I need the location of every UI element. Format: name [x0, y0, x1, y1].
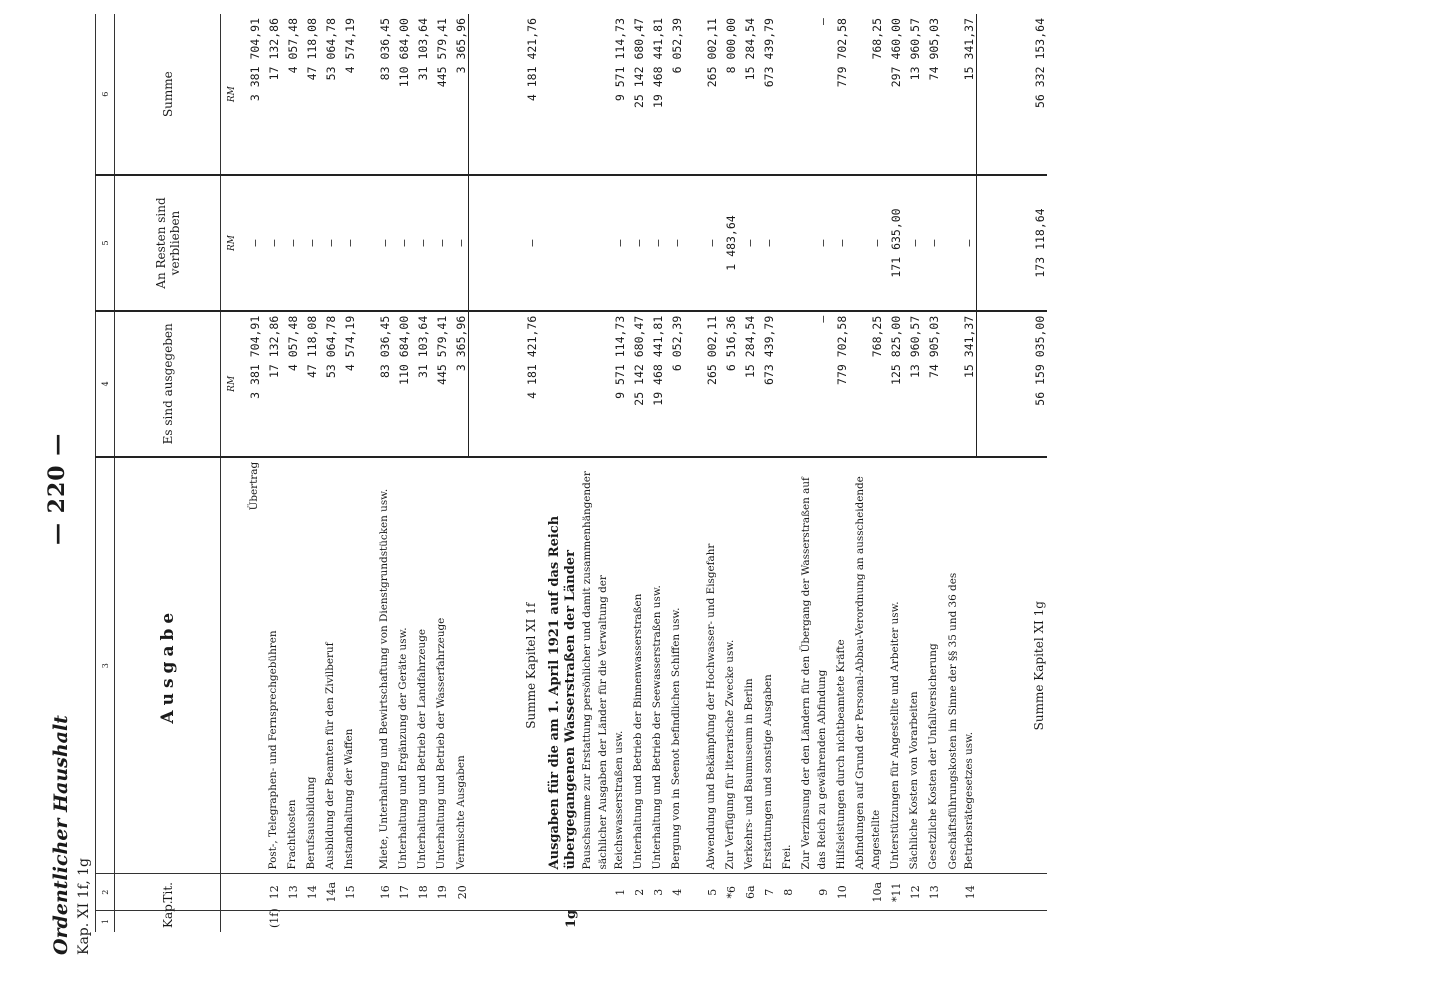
reste-value: —	[684, 175, 719, 310]
summe-value: 47 118,08	[300, 14, 319, 175]
kap-cell	[941, 911, 977, 932]
tit-cell: 7	[757, 874, 776, 911]
reste-value: —	[430, 175, 449, 310]
summe-value: 768,25	[849, 14, 884, 175]
ausgabe-description: Vermischte Ausgaben	[449, 457, 469, 874]
reste-value: —	[319, 175, 338, 310]
kap-cell	[392, 911, 411, 932]
tit-cell: 2	[627, 874, 646, 911]
reste-value: —	[646, 175, 665, 310]
ausgabe-description: Unterhaltung und Betrieb der Binnenwasserstraßen	[627, 457, 646, 874]
ausgegeben-value: 673 439,79	[757, 311, 776, 457]
table-row	[941, 14, 977, 932]
table-row	[392, 14, 411, 932]
column-number: 3	[96, 457, 115, 874]
ausgegeben-value: 31 103,64	[411, 311, 430, 457]
table-row	[665, 14, 684, 932]
kap-cell	[300, 911, 319, 932]
kap-cell	[849, 911, 884, 932]
table-row	[430, 14, 449, 932]
sum-label: Summe Kapitel XI 1f	[469, 457, 540, 874]
summe-value: 779 702,58	[830, 14, 849, 175]
reste-value: —	[579, 175, 627, 310]
ausgegeben-value: 4 057,48	[281, 311, 300, 457]
sum-row	[977, 14, 1048, 932]
reste-value: —	[281, 175, 300, 310]
ausgegeben-value: 9 571 114,73	[579, 311, 627, 457]
ausgabe-description: Abwendung und Bekämpfung der Hochwasser- und Eisgefahr	[684, 457, 719, 874]
kap-cell	[357, 911, 392, 932]
tit-cell: 14a	[319, 874, 338, 911]
reste-value: —	[411, 175, 430, 310]
ausgabe-description: Unterhaltung und Betrieb der Wasserfahrzeuge	[430, 457, 449, 874]
ausgegeben-value: 6 516,36	[719, 311, 738, 457]
table-row	[849, 14, 884, 932]
tit-cell: 4	[665, 874, 684, 911]
reste-value	[776, 175, 795, 310]
tit-cell: 13	[281, 874, 300, 911]
sum-reste: —	[469, 175, 540, 310]
tit-cell: 12	[262, 874, 281, 911]
table-row	[830, 14, 849, 932]
ausgegeben-value: 6 052,39	[665, 311, 684, 457]
ausgegeben-value: 47 118,08	[300, 311, 319, 457]
unit-label: RM	[221, 175, 244, 310]
reste-value: —	[849, 175, 884, 310]
reste-value: —	[830, 175, 849, 310]
ausgegeben-value: 19 468 441,81	[646, 311, 665, 457]
summe-value: 4 057,48	[281, 14, 300, 175]
ausgegeben-value: 3 365,96	[449, 311, 469, 457]
unit-row	[221, 14, 244, 932]
ausgegeben-value: 3 381 704,91	[243, 311, 262, 457]
ausgabe-description: Frei.	[776, 457, 795, 874]
kap-cell	[469, 911, 540, 932]
ausgegeben-value: 17 132,86	[262, 311, 281, 457]
summe-header: Summe	[115, 14, 221, 175]
ausgabe-description: Zur Verzinsung der den Ländern für den Übergang der Wasserstraßen auf das Reich zu gewährenden Abfindung	[795, 457, 830, 874]
tit-cell: 10a	[849, 874, 884, 911]
ausgabe-description: Frachtkosten	[281, 457, 300, 874]
column-number: 4	[96, 311, 115, 457]
kap-cell	[719, 911, 738, 932]
reste-value: —	[338, 175, 357, 310]
header-subtitle: Kap. XI 1f, 1g	[76, 858, 92, 955]
ausgabe-description: Zur Verfügung für literarische Zwecke usw.	[719, 457, 738, 874]
ausgabe-description: Übertrag	[243, 457, 262, 874]
chapter-title: Ausgaben für die am 1. April 1921 auf das Reich übergegangenen Wasserstraßen der Länder	[539, 457, 579, 874]
budget-table-body	[96, 14, 1048, 932]
tit-cell: 17	[392, 874, 411, 911]
reste-header: An Resten sind verblieben	[115, 175, 221, 310]
ausgabe-description: Sächliche Kosten von Vorarbeiten	[903, 457, 922, 874]
table-row	[319, 14, 338, 932]
ausgegeben-value: 15 341,37	[941, 311, 977, 457]
sum-ausgegeben: 56 159 035,00	[977, 311, 1048, 457]
kap-cell	[922, 911, 941, 932]
tit-cell: *11	[884, 874, 903, 911]
tit-header: Tit.	[115, 874, 221, 911]
page-header	[50, 715, 92, 955]
summe-value: 19 468 441,81	[646, 14, 665, 175]
ausgegeben-value: 74 905,03	[922, 311, 941, 457]
kap-cell	[776, 911, 795, 932]
ausgabe-description: Post-, Telegraphen- und Fernsprechgebühren	[262, 457, 281, 874]
kap-cell	[338, 911, 357, 932]
table-row	[338, 14, 357, 932]
column-number: 1	[96, 911, 115, 932]
header-title: Ordentlicher Haushalt	[50, 715, 72, 955]
ausgabe-description: Unterhaltung und Ergänzung der Geräte usw.	[392, 457, 411, 874]
summe-value: 3 381 704,91	[243, 14, 262, 175]
kap-cell	[579, 911, 627, 932]
ausgabe-description: Gesetzliche Kosten der Unfallversicherung	[922, 457, 941, 874]
ausgegeben-value: 83 036,45	[357, 311, 392, 457]
ausgabe-description: Unterhaltung und Betrieb der Seewasserstraßen usw.	[646, 457, 665, 874]
summe-value: 25 142 680,47	[627, 14, 646, 175]
tit-cell	[469, 874, 540, 911]
kap-cell	[830, 911, 849, 932]
table-row	[884, 14, 903, 932]
ausgabe-description: Berufsausbildung	[300, 457, 319, 874]
ausgabe-description: Verkehrs- und Baumuseum in Berlin	[738, 457, 757, 874]
ausgabe-description: Hilfsleistungen durch nichtbeamtete Kräfte	[830, 457, 849, 874]
ausgegeben-value: 25 142 680,47	[627, 311, 646, 457]
reste-value: —	[300, 175, 319, 310]
empty-cell	[539, 14, 579, 175]
ausgabe-description: Ausbildung der Beamten für den Zivilberuf	[319, 457, 338, 874]
reste-value: —	[392, 175, 411, 310]
page-number: — 220 —	[44, 432, 70, 545]
ausgabe-description: Unterhaltung und Betrieb der Landfahrzeuge	[411, 457, 430, 874]
ausgegeben-value: 15 284,54	[738, 311, 757, 457]
table-row	[738, 14, 757, 932]
reste-value: 1 483,64	[719, 175, 738, 310]
reste-value: —	[665, 175, 684, 310]
summe-value: —	[795, 14, 830, 175]
summe-value: 9 571 114,73	[579, 14, 627, 175]
table-row	[300, 14, 319, 932]
ausgabe-description: Bergung von in Seenot befindlichen Schiffen usw.	[665, 457, 684, 874]
sum-ausgegeben: 4 181 421,76	[469, 311, 540, 457]
tit-cell: 13	[922, 874, 941, 911]
ausgegeben-value	[776, 311, 795, 457]
ausgegeben-value: 13 960,57	[903, 311, 922, 457]
ausgabe-description: Erstattungen und sonstige Ausgaben	[757, 457, 776, 874]
column-number-row	[96, 14, 115, 932]
table-row	[243, 14, 262, 932]
ausgegeben-value: 53 064,78	[319, 311, 338, 457]
column-header-row	[115, 14, 221, 932]
ausgegeben-value: 265 002,11	[684, 311, 719, 457]
table-row	[411, 14, 430, 932]
table-row	[357, 14, 392, 932]
summe-value: 110 684,00	[392, 14, 411, 175]
column-number: 2	[96, 874, 115, 911]
tit-cell: 18	[411, 874, 430, 911]
reste-value: —	[449, 175, 469, 310]
table-row	[281, 14, 300, 932]
table-row	[903, 14, 922, 932]
empty-cell	[539, 311, 579, 457]
summe-value: 15 341,37	[941, 14, 977, 175]
column-number: 6	[96, 14, 115, 175]
sum-summe: 4 181 421,76	[469, 14, 540, 175]
reste-value: —	[627, 175, 646, 310]
table-row	[262, 14, 281, 932]
summe-value: 445 579,41	[430, 14, 449, 175]
summe-value: 4 574,19	[338, 14, 357, 175]
summe-value	[776, 14, 795, 175]
ausgabe-description: Instandhaltung der Waffen	[338, 457, 357, 874]
ausgegeben-value: 125 825,00	[884, 311, 903, 457]
kap-cell	[795, 911, 830, 932]
tit-cell: 12	[903, 874, 922, 911]
column-number: 5	[96, 175, 115, 310]
summe-value: 53 064,78	[319, 14, 338, 175]
sum-label: Summe Kapitel XI 1g	[977, 457, 1048, 874]
kap-cell	[757, 911, 776, 932]
sum-row	[469, 14, 540, 932]
tit-cell: 19	[430, 874, 449, 911]
summe-value: 3 365,96	[449, 14, 469, 175]
unit-label: RM	[221, 14, 244, 175]
kap-cell	[977, 911, 1048, 932]
tit-cell: 15	[338, 874, 357, 911]
ausgegeben-value: —	[795, 311, 830, 457]
ausgabe-description: Unterstützungen für Angestellte und Arbeiter usw.	[884, 457, 903, 874]
kap-cell	[281, 911, 300, 932]
chapter-kap: 1g	[564, 909, 579, 928]
summe-value: 673 439,79	[757, 14, 776, 175]
kap-cell	[684, 911, 719, 932]
reste-value: —	[243, 175, 262, 310]
unit-label: RM	[221, 311, 244, 457]
kap-header: Kap.	[115, 911, 221, 932]
kap-cell	[430, 911, 449, 932]
kap-cell	[665, 911, 684, 932]
table-row	[684, 14, 719, 932]
reste-value: —	[757, 175, 776, 310]
summe-value: 265 002,11	[684, 14, 719, 175]
kap-cell	[646, 911, 665, 932]
summe-value: 15 284,54	[738, 14, 757, 175]
tit-cell	[539, 874, 579, 911]
ausgegeben-header: Es sind ausgegeben	[115, 311, 221, 457]
tit-cell: 1	[579, 874, 627, 911]
tit-cell: 9	[795, 874, 830, 911]
tit-cell: 6a	[738, 874, 757, 911]
kap-cell	[627, 911, 646, 932]
tit-cell	[243, 874, 262, 911]
ausgabe-description: Abfindungen auf Grund der Personal-Abbau-Verordnung an ausscheidende Angestellte	[849, 457, 884, 874]
reste-value: —	[922, 175, 941, 310]
summe-value: 83 036,45	[357, 14, 392, 175]
table-row	[627, 14, 646, 932]
tit-cell: 14	[300, 874, 319, 911]
summe-value: 297 460,00	[884, 14, 903, 175]
summe-value: 6 052,39	[665, 14, 684, 175]
ausgabe-description: Miete, Unterhaltung und Bewirtschaftung von Dienstgrundstücken usw.	[357, 457, 392, 874]
table-row	[922, 14, 941, 932]
tit-cell: *6	[719, 874, 738, 911]
ausgegeben-value: 779 702,58	[830, 311, 849, 457]
ausgegeben-value: 110 684,00	[392, 311, 411, 457]
reste-value: —	[903, 175, 922, 310]
reste-value: 171 635,00	[884, 175, 903, 310]
summe-value: 13 960,57	[903, 14, 922, 175]
budget-table	[95, 14, 1047, 932]
tit-cell: 20	[449, 874, 469, 911]
table-row	[449, 14, 469, 932]
reste-value: —	[795, 175, 830, 310]
chapter-row	[539, 14, 579, 932]
table-row	[757, 14, 776, 932]
summe-value: 17 132,86	[262, 14, 281, 175]
kap-cell	[738, 911, 757, 932]
table-row	[776, 14, 795, 932]
reste-value: —	[941, 175, 977, 310]
kap-cell	[884, 911, 903, 932]
ausgabe-description: Pauschsumme zur Erstattung persönlicher und damit zusammenhängender sächlicher Ausgaben der Länder für die Verwaltung der Reichswasserstraßen usw.	[579, 457, 627, 874]
table-row	[795, 14, 830, 932]
tit-cell: 16	[357, 874, 392, 911]
kap-cell	[243, 911, 262, 932]
summe-value: 74 905,03	[922, 14, 941, 175]
reste-value: —	[357, 175, 392, 310]
ausgegeben-value: 4 574,19	[338, 311, 357, 457]
ausgegeben-value: 768,25	[849, 311, 884, 457]
table-row	[719, 14, 738, 932]
reste-value: —	[262, 175, 281, 310]
tit-cell	[977, 874, 1048, 911]
ausgegeben-value: 445 579,41	[430, 311, 449, 457]
kap-cell	[319, 911, 338, 932]
tit-cell: 3	[646, 874, 665, 911]
table-row	[646, 14, 665, 932]
table-row	[579, 14, 627, 932]
kap-cell: (1f)	[268, 908, 281, 928]
ausgabe-description: Geschäftsführungskosten im Sinne der §§ 35 und 36 des Betriebsrätegesetzes usw.	[941, 457, 977, 874]
summe-value: 31 103,64	[411, 14, 430, 175]
tit-cell: 14	[941, 874, 977, 911]
sum-summe: 56 332 153,64	[977, 14, 1048, 175]
kap-cell	[411, 911, 430, 932]
tit-cell: 8	[776, 874, 795, 911]
summe-value: 8 000,00	[719, 14, 738, 175]
sum-reste: 173 118,64	[977, 175, 1048, 310]
ausgabe-header: Ausgabe	[115, 457, 221, 874]
tit-cell: 5	[684, 874, 719, 911]
reste-value: —	[738, 175, 757, 310]
kap-cell	[903, 911, 922, 932]
kap-cell	[449, 911, 469, 932]
empty-cell	[539, 175, 579, 310]
tit-cell: 10	[830, 874, 849, 911]
